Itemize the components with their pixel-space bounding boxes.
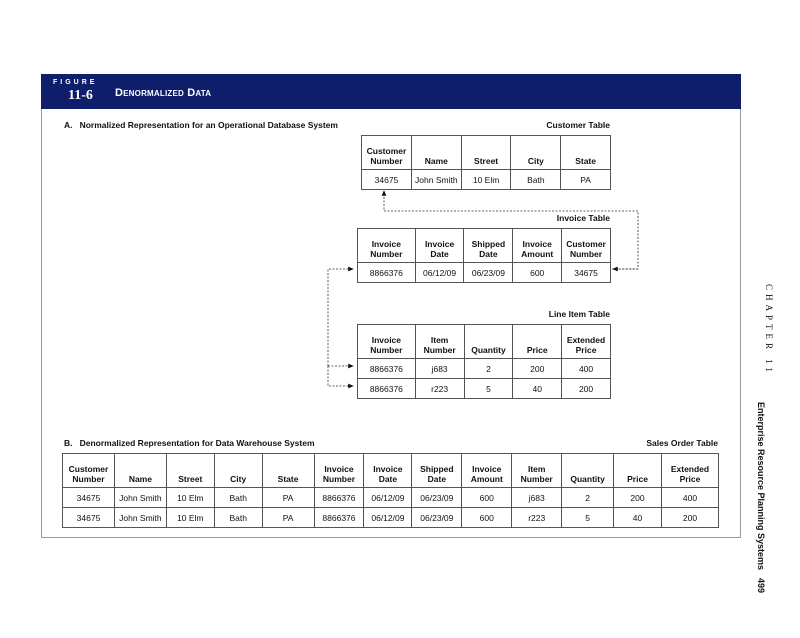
table-cell: 600 [462, 488, 512, 508]
table-cell: 200 [661, 508, 718, 528]
table-cell: 200 [614, 488, 662, 508]
table-cell: 06/12/09 [364, 508, 412, 528]
figure-number: 11-6 [68, 88, 93, 103]
header-line: Item [527, 464, 546, 474]
column-header [561, 136, 611, 170]
header-line: Date [430, 249, 449, 259]
customer-table [361, 135, 611, 190]
table-cell: 400 [562, 359, 611, 379]
header-line: State [575, 156, 596, 166]
table-row [358, 359, 611, 379]
invoice-table-label: Invoice Table [556, 213, 610, 223]
header-row [63, 454, 719, 488]
table-cell: PA [262, 508, 314, 528]
header-line: Number [72, 474, 105, 484]
column-header [63, 454, 115, 488]
header-line: State [277, 474, 299, 484]
column-header [462, 454, 512, 488]
header-line: Street [474, 156, 499, 166]
header-line: Invoice [371, 335, 402, 345]
section-a-heading: A. Normalized Representation for an Operational Database System [64, 120, 338, 130]
header-line: Number [520, 474, 553, 484]
table-cell: 06/23/09 [412, 508, 462, 528]
header-line: Date [479, 249, 498, 259]
header-line: Invoice [522, 239, 552, 249]
table-cell: 400 [661, 488, 718, 508]
table-cell: John Smith [114, 508, 166, 528]
table-cell: 34675 [362, 170, 412, 190]
table-cell: 34675 [562, 263, 611, 283]
line-item-table-label: Line Item Table [548, 309, 610, 319]
header-line: Customer [366, 146, 407, 156]
header-line: Quantity [471, 345, 506, 355]
header-line: Extended [566, 335, 606, 345]
table-row [362, 170, 611, 190]
invoice-table [357, 228, 611, 283]
chapter-label: CHAPTER 11 [764, 284, 774, 376]
table-cell: 34675 [63, 488, 115, 508]
header-line: Price [627, 474, 648, 484]
column-header [415, 325, 464, 359]
header-line: Number [423, 345, 456, 355]
table-cell: 8866376 [358, 359, 416, 379]
table-cell: r223 [512, 508, 562, 528]
table-cell: 200 [513, 359, 562, 379]
table-cell: 06/12/09 [415, 263, 464, 283]
column-header [412, 454, 462, 488]
table-row [358, 379, 611, 399]
header-line: Price [679, 474, 701, 484]
header-line: Date [427, 474, 447, 484]
table-row [358, 263, 611, 283]
header-line: Invoice [373, 464, 403, 474]
header-line: City [230, 474, 247, 484]
table-cell: Bath [214, 508, 262, 528]
figure-label: FIGURE [53, 79, 98, 86]
table-row [63, 508, 719, 528]
table-cell: 34675 [63, 508, 115, 528]
header-line: Item [430, 335, 449, 345]
header-line: Invoice [424, 239, 455, 249]
page-number: 499 [756, 578, 766, 594]
column-header [358, 325, 416, 359]
table-cell: 40 [614, 508, 662, 528]
header-line: City [527, 156, 544, 166]
table-cell: PA [561, 170, 611, 190]
column-header [513, 325, 562, 359]
header-line: Street [178, 474, 203, 484]
table-cell: John Smith [114, 488, 166, 508]
header-line: Customer [68, 464, 109, 474]
customer-table-label: Customer Table [546, 120, 610, 130]
sales-order-table-label: Sales Order Table [646, 438, 718, 448]
table-cell: 5 [562, 508, 614, 528]
table-cell: 06/23/09 [464, 263, 513, 283]
header-line: Customer [566, 239, 606, 249]
header-line: Price [575, 345, 597, 355]
column-header [661, 454, 718, 488]
column-header [513, 229, 562, 263]
table-cell: 10 Elm [166, 508, 214, 528]
table-cell: 8866376 [314, 488, 364, 508]
header-line: Number [370, 249, 403, 259]
column-header [358, 229, 416, 263]
header-line: Quantity [570, 474, 605, 484]
column-header [415, 229, 464, 263]
column-header [562, 325, 611, 359]
header-line: Amount [470, 474, 503, 484]
column-header [562, 454, 614, 488]
column-header [512, 454, 562, 488]
table-cell: 8866376 [314, 508, 364, 528]
column-header [461, 136, 511, 170]
section-b-heading: B. Denormalized Representation for Data Warehouse System [64, 438, 315, 448]
header-line: Number [569, 249, 603, 259]
figure-title: Denormalized Data [115, 87, 212, 99]
table-cell: 200 [562, 379, 611, 399]
header-line: Number [370, 156, 403, 166]
column-header [166, 454, 214, 488]
column-header [314, 454, 364, 488]
column-header [362, 136, 412, 170]
header-line: Shipped [471, 239, 506, 249]
header-line: Invoice [371, 239, 401, 249]
book-title: Enterprise Resource Planning Systems [756, 402, 766, 571]
column-header [214, 454, 262, 488]
column-header [464, 229, 513, 263]
table-cell: 10 Elm [166, 488, 214, 508]
header-row [358, 325, 611, 359]
header-line: Invoice [472, 464, 502, 474]
header-line: Name [424, 156, 448, 166]
table-row [63, 488, 719, 508]
column-header [562, 229, 611, 263]
column-header [614, 454, 662, 488]
table-cell: Bath [214, 488, 262, 508]
header-line: Number [322, 474, 356, 484]
figure-banner [41, 74, 741, 109]
table-cell: 06/23/09 [412, 488, 462, 508]
table-cell: 06/12/09 [364, 488, 412, 508]
header-line: Price [526, 345, 548, 355]
table-cell: 10 Elm [461, 170, 511, 190]
table-cell: r223 [415, 379, 464, 399]
table-cell: 8866376 [358, 263, 416, 283]
table-cell: 40 [513, 379, 562, 399]
header-row [358, 229, 611, 263]
table-cell: 2 [464, 359, 513, 379]
column-header [464, 325, 513, 359]
header-line: Amount [521, 249, 554, 259]
table-cell: PA [262, 488, 314, 508]
table-cell: j683 [415, 359, 464, 379]
table-cell: 8866376 [358, 379, 416, 399]
column-header [511, 136, 561, 170]
line-item-table [357, 324, 611, 399]
table-cell: 2 [562, 488, 614, 508]
header-line: Shipped [420, 464, 454, 474]
column-header [364, 454, 412, 488]
header-row [362, 136, 611, 170]
header-line: Extended [670, 464, 710, 474]
table-cell: John Smith [411, 170, 461, 190]
column-header [114, 454, 166, 488]
column-header [262, 454, 314, 488]
table-cell: 600 [513, 263, 562, 283]
table-cell: 600 [462, 508, 512, 528]
header-line: Invoice [324, 464, 354, 474]
header-line: Name [128, 474, 152, 484]
column-header [411, 136, 461, 170]
table-cell: j683 [512, 488, 562, 508]
table-cell: Bath [511, 170, 561, 190]
header-line: Date [378, 474, 398, 484]
header-line: Number [370, 345, 403, 355]
table-cell: 5 [464, 379, 513, 399]
sales-order-table [62, 453, 719, 528]
